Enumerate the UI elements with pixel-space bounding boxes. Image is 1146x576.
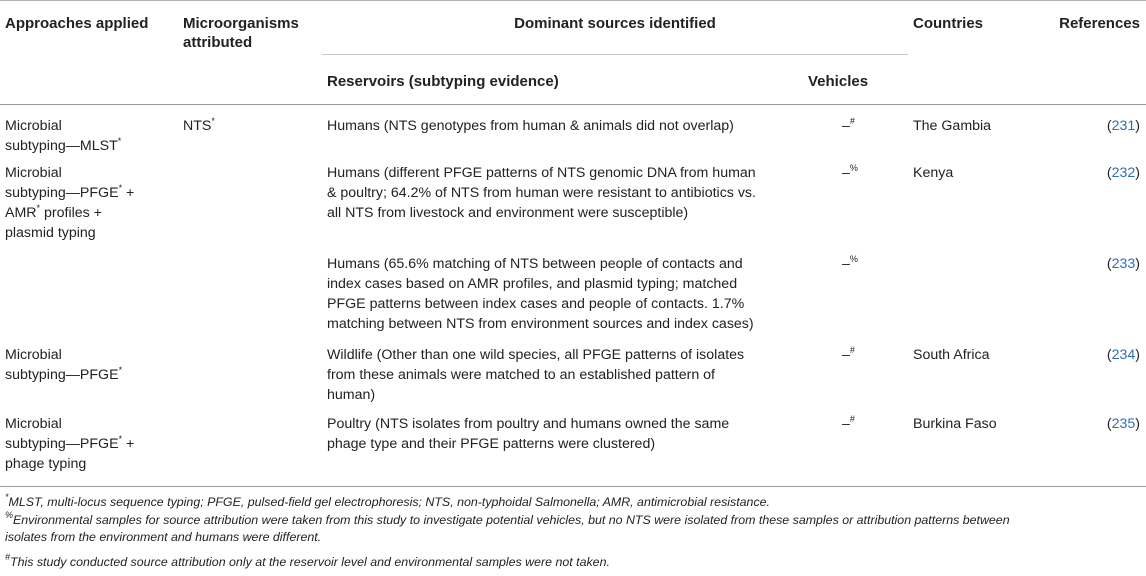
top-rule <box>0 0 1146 1</box>
row1-approach: Microbial subtyping—MLST* <box>5 118 122 154</box>
row2-approach: Microbial subtyping—PFGE* + AMR* profiles + plasmid typing <box>5 165 135 241</box>
row4-country: South Africa <box>913 347 990 363</box>
row1-reference: (231) <box>1106 118 1140 134</box>
row2-country: Kenya <box>913 165 954 181</box>
row5-approach: Microbial subtyping—PFGE* + phage typing <box>5 416 135 472</box>
row4-vehicle: –# <box>842 345 855 363</box>
footnote-abbreviations: *MLST, multi-locus sequence typing; PFGE, pulsed-field gel electrophoresis; NTS, non-typhoidal Salmonella; AMR, antimicrobial resistance. <box>5 492 770 509</box>
row1-microorganism: NTS* <box>183 116 215 134</box>
row3-reference: (233) <box>1106 256 1140 272</box>
subheader-rule <box>322 54 908 55</box>
header-approaches: Approaches applied <box>5 15 149 32</box>
header-vehicles: Vehicles <box>808 73 869 90</box>
row5-reservoir: Poultry (NTS isolates from poultry and humans owned the same phage type and their PFGE patterns were clustered) <box>327 416 730 452</box>
row1-vehicle: –# <box>842 116 855 134</box>
header-microorganisms: Microorganisms attributed <box>183 15 299 51</box>
footnote-percent: %Environmental samples for source attribution were taken from this study to investigate potential vehicles, but no NTS were isolated from these samples or attribution patterns between isolates from the environment and humans were different. <box>5 510 1010 544</box>
row1-reservoir: Humans (NTS genotypes from human & animals did not overlap) <box>327 118 734 134</box>
row3-vehicle: –% <box>842 254 858 272</box>
row5-country: Burkina Faso <box>913 416 997 432</box>
row1-country: The Gambia <box>913 118 992 134</box>
header-references: References <box>1059 15 1140 32</box>
row2-vehicle: –% <box>842 163 858 181</box>
table-bottom-rule <box>0 486 1146 487</box>
row4-reservoir: Wildlife (Other than one wild species, all PFGE patterns of isolates from these animals were matched to an established pattern of human) <box>327 347 745 403</box>
footnote-hash: #This study conducted source attribution only at the reservoir level and environmental samples were not taken. <box>5 552 610 569</box>
row3-reservoir: Humans (65.6% matching of NTS between people of contacts and index cases based on AMR profiles, and plasmid typing; matched PFGE patterns between index cases and people of contacts. 1.7% matching between NTS from environment sources and index cases) <box>327 256 754 332</box>
row2-reservoir: Humans (different PFGE patterns of NTS genomic DNA from human & poultry; 64.2% of NTS from human were resistant to antibiotics vs. all NTS from livestock and environment were susceptible) <box>327 165 756 221</box>
row5-vehicle: –# <box>842 414 855 432</box>
row2-reference: (232) <box>1106 165 1140 181</box>
row5-reference: (235) <box>1106 416 1140 432</box>
header-countries: Countries <box>913 15 984 32</box>
header-bottom-rule <box>0 104 1146 105</box>
row4-reference: (234) <box>1106 347 1140 363</box>
header-dominant-sources: Dominant sources identified <box>514 15 716 32</box>
header-reservoirs: Reservoirs (subtyping evidence) <box>327 73 559 90</box>
row4-approach: Microbial subtyping—PFGE* <box>5 347 123 383</box>
